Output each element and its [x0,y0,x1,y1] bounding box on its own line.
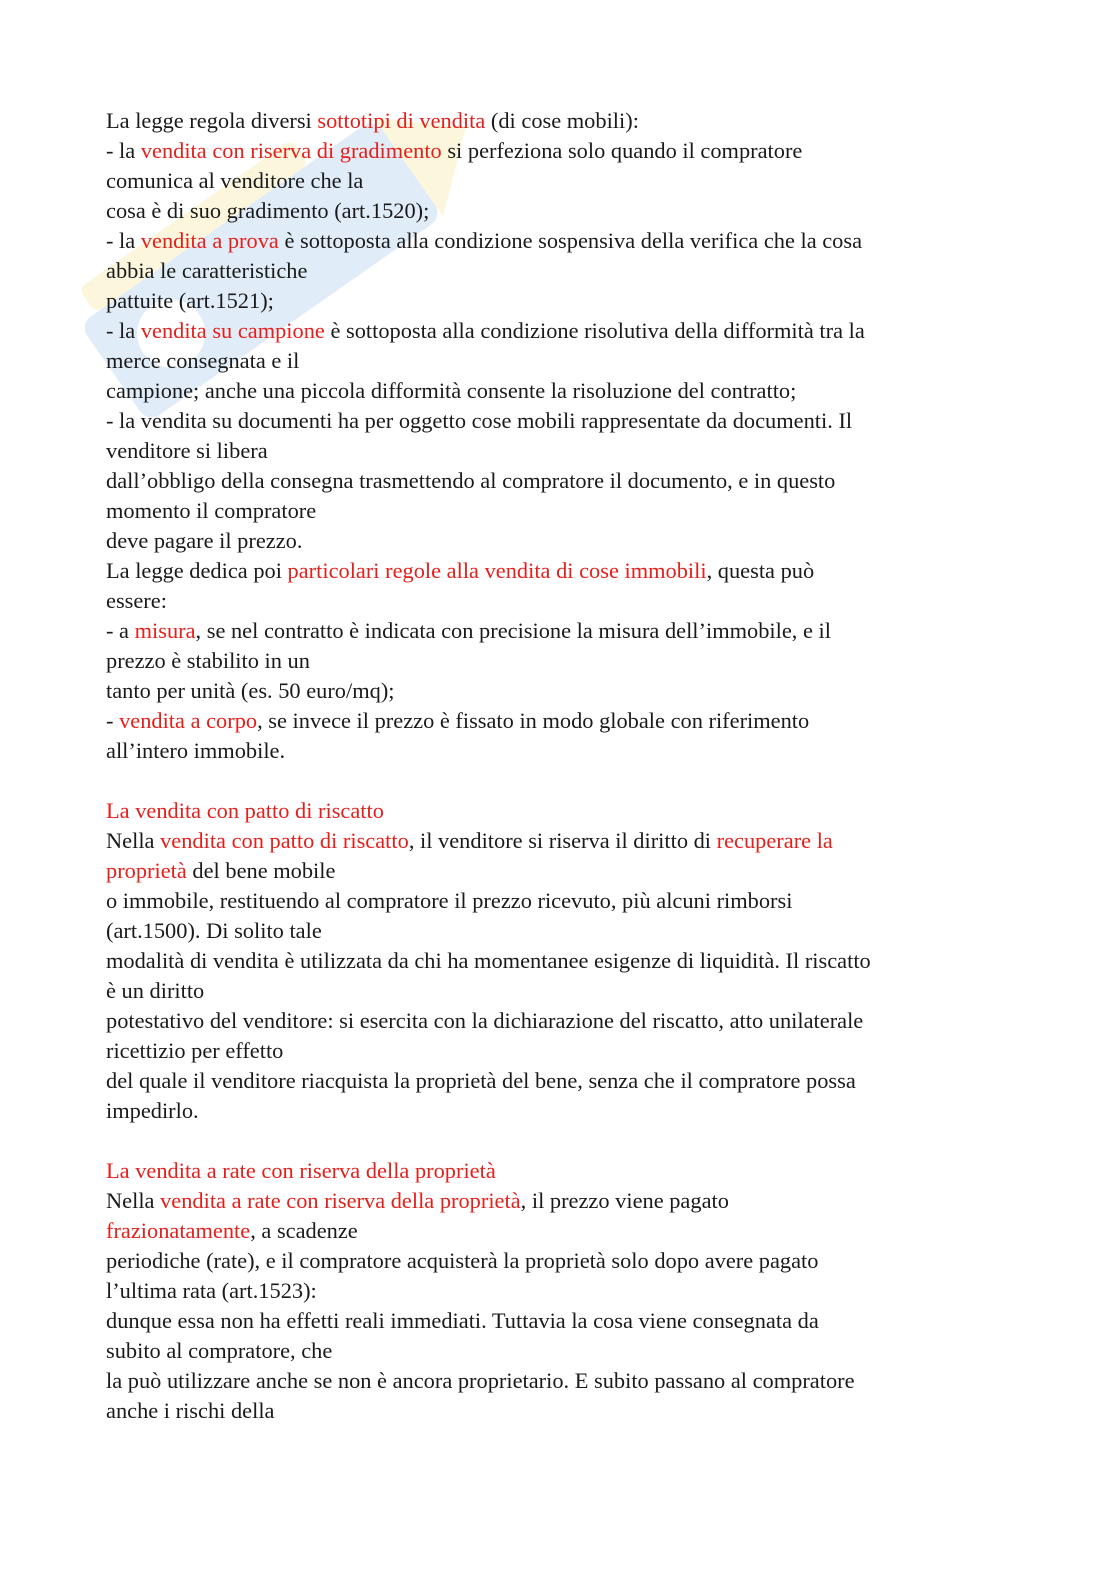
highlighted-term: vendita a corpo [119,708,258,733]
text-segment: La legge regola diversi [106,108,318,133]
highlighted-term: vendita con patto di riscatto [160,828,409,853]
text-line [106,586,1006,616]
text-segment: abbia le caratteristiche [106,258,308,283]
highlighted-term: vendita a prova [140,228,279,253]
text-segment: la può utilizzare anche se non è ancora proprietario. E subito passano al compratore [106,1368,855,1393]
text-segment: venditore si libera [106,438,268,463]
text-segment: , il venditore si riserva il diritto di [408,828,717,853]
text-line [106,886,1006,916]
text-line [106,406,1006,436]
text-line [106,226,1006,256]
text-segment: potestativo del venditore: si esercita con la dichiarazione del riscatto, atto unilaterale [106,1008,864,1033]
text-line [106,856,1006,886]
text-line [106,556,1006,586]
text-line [106,1276,1006,1306]
highlighted-term: vendita su campione [140,318,325,343]
text-segment: - a [106,618,135,643]
highlighted-term: La vendita a rate con riserva della proprietà [106,1158,496,1183]
text-segment: si perfeziona solo quando il compratore [441,138,803,163]
highlighted-term: vendita a rate con riserva della proprietà [160,1188,521,1213]
text-line [106,316,1006,346]
text-segment: - la [106,318,141,343]
document-body [106,106,1006,1426]
paragraph-spacer [106,766,1006,796]
text-line [106,706,1006,736]
text-line [106,1246,1006,1276]
highlighted-term: recuperare la [716,828,833,853]
text-segment: comunica al venditore che la [106,168,364,193]
text-line [106,1156,1006,1186]
text-segment: è sottoposta alla condizione risolutiva della difformità tra la [324,318,865,343]
text-segment: Nella [106,1188,161,1213]
text-segment: (di cose mobili): [485,108,639,133]
text-segment: prezzo è stabilito in un [106,648,310,673]
text-line [106,376,1006,406]
text-segment: o immobile, restituendo al compratore il prezzo ricevuto, più alcuni rimborsi [106,888,793,913]
text-line [106,286,1006,316]
text-segment: anche i rischi della [106,1398,275,1423]
text-line [106,136,1006,166]
highlighted-term: frazionatamente [106,1218,251,1243]
text-segment: - la [106,138,141,163]
text-line [106,166,1006,196]
text-line [106,1096,1006,1126]
text-line [106,826,1006,856]
text-line [106,1066,1006,1096]
text-segment: merce consegnata e il [106,348,300,373]
text-line [106,916,1006,946]
text-segment: cosa è di suo gradimento (art.1520); [106,198,430,223]
text-line [106,526,1006,556]
text-line [106,106,1006,136]
text-segment: deve pagare il prezzo. [106,528,303,553]
text-line [106,616,1006,646]
text-line [106,256,1006,286]
paragraph-spacer [106,1126,1006,1156]
text-segment: modalità di vendita è utilizzata da chi ha momentanee esigenze di liquidità. Il riscatto [106,948,871,973]
text-segment: pattuite (art.1521); [106,288,274,313]
text-line [106,1006,1006,1036]
text-line [106,646,1006,676]
text-line [106,1396,1006,1426]
text-segment: , il prezzo viene pagato [520,1188,729,1213]
text-segment: all’intero immobile. [106,738,286,763]
text-line [106,676,1006,706]
text-segment: l’ultima rata (art.1523): [106,1278,317,1303]
text-segment: subito al compratore, che [106,1338,333,1363]
text-line [106,796,1006,826]
text-segment: , questa può [706,558,815,583]
text-line [106,736,1006,766]
text-segment: La legge dedica poi [106,558,288,583]
text-line [106,1036,1006,1066]
highlighted-term: particolari regole alla vendita di cose immobili [287,558,707,583]
text-segment: , se nel contratto è indicata con precisione la misura dell’immobile, e il [195,618,831,643]
highlighted-term: La vendita con patto di riscatto [106,798,384,823]
text-line [106,1216,1006,1246]
text-segment: (art.1500). Di solito tale [106,918,322,943]
text-segment: - la [106,228,141,253]
text-segment: del bene mobile [186,858,336,883]
highlighted-term: misura [134,618,196,643]
text-segment: impedirlo. [106,1098,199,1123]
text-segment: dall’obbligo della consegna trasmettendo al compratore il documento, e in questo [106,468,836,493]
text-segment: del quale il venditore riacquista la proprietà del bene, senza che il compratore possa [106,1068,856,1093]
text-segment: momento il compratore [106,498,317,523]
text-segment: Nella [106,828,161,853]
text-segment: è un diritto [106,978,205,1003]
text-segment: campione; anche una piccola difformità consente la risoluzione del contratto; [106,378,797,403]
text-segment: essere: [106,588,167,613]
text-segment: - la vendita su documenti ha per oggetto cose mobili rappresentate da documenti. Il [106,408,853,433]
text-line [106,436,1006,466]
highlighted-term: proprietà [106,858,187,883]
text-line [106,1186,1006,1216]
text-segment: tanto per unità (es. 50 euro/mq); [106,678,395,703]
text-segment: è sottoposta alla condizione sospensiva della verifica che la cosa [278,228,863,253]
text-segment: - [106,708,120,733]
text-line [106,496,1006,526]
text-line [106,346,1006,376]
highlighted-term: vendita con riserva di gradimento [140,138,442,163]
text-segment: ricettizio per effetto [106,1038,284,1063]
text-segment: , se invece il prezzo è fissato in modo globale con riferimento [257,708,810,733]
text-line [106,1306,1006,1336]
text-line [106,196,1006,226]
text-line [106,946,1006,976]
text-segment: periodiche (rate), e il compratore acquisterà la proprietà solo dopo avere pagato [106,1248,819,1273]
highlighted-term: sottotipi di vendita [317,108,486,133]
text-line [106,1336,1006,1366]
text-line [106,466,1006,496]
text-segment: dunque essa non ha effetti reali immediati. Tuttavia la cosa viene consegnata da [106,1308,819,1333]
text-line [106,1366,1006,1396]
text-segment: , a scadenze [250,1218,358,1243]
text-line [106,976,1006,1006]
